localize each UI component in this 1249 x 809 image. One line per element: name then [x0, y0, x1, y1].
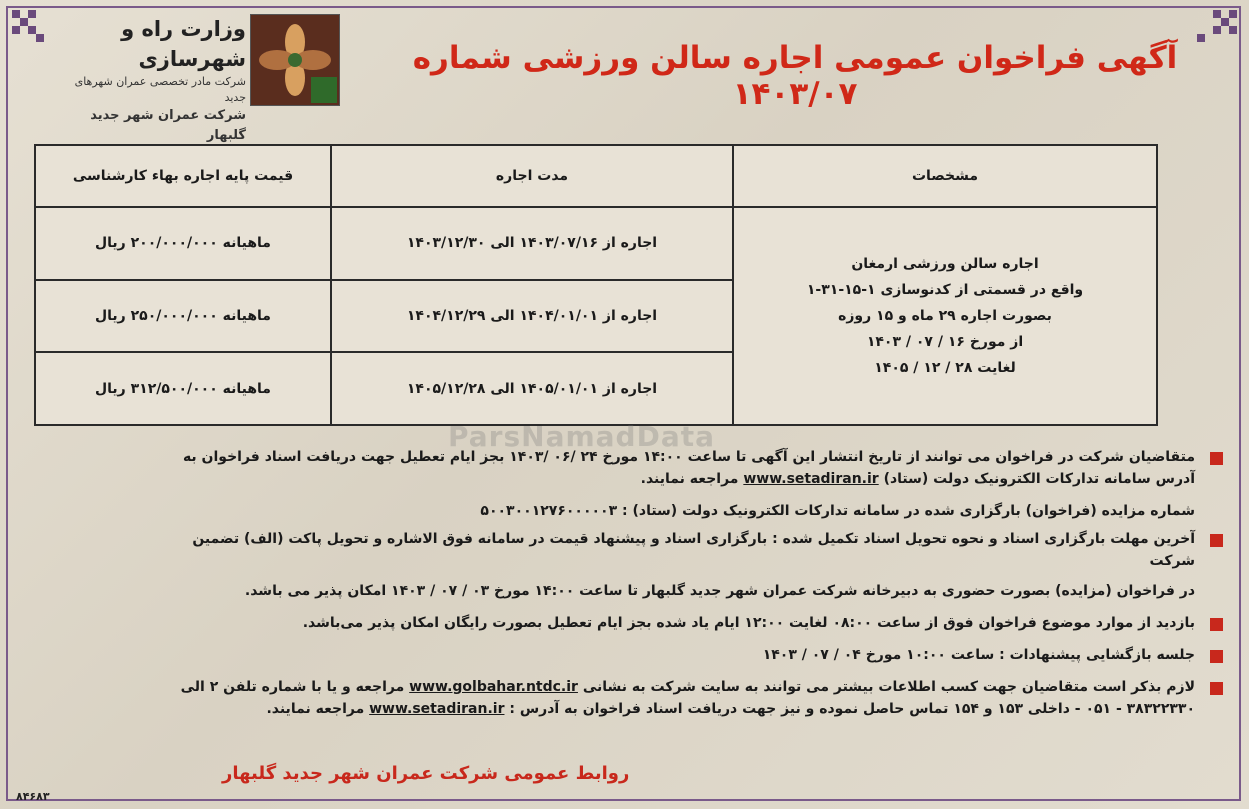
condition-item: [150, 612, 1195, 634]
notice-headline: آگهی فراخوان عمومی اجاره سالن ورزشی شماره ۱۴۰۳/۰۷: [412, 40, 1178, 112]
description-line: واقع در قسمتی از کدنوسازی ۱-۱۵-۳۱-۱: [806, 282, 1084, 298]
bullet-square-icon: [1210, 534, 1223, 547]
ministry-name: وزارت راه و شهرسازی: [121, 17, 246, 71]
bullet-square-icon: [1210, 650, 1223, 663]
lease-price-cell: ماهیانه ۳۱۲/۵۰۰/۰۰۰ ریال: [35, 352, 331, 425]
condition-text-part: مراجعه نمایند.: [640, 471, 739, 487]
table-header-row: [35, 145, 1157, 207]
company-name: شرکت مادر تخصصی عمران شهرهای جدید: [74, 75, 246, 104]
header-specs: مشخصات: [733, 145, 1157, 207]
lease-price-cell: ماهیانه ۲۰۰/۰۰۰/۰۰۰ ریال: [35, 207, 331, 280]
condition-text-part: مراجعه و یا با شماره تلفن ۲ الی: [180, 679, 405, 695]
public-relations-signature: روابط عمومی شرکت عمران شهر جدید گلبهار: [222, 763, 630, 784]
bullet-square-icon: [1210, 452, 1223, 465]
bullet-square-icon: [1210, 682, 1223, 695]
condition-text: متقاضیان شرکت در فراخوان می توانند از تاریخ انتشار این آگهی تا ساعت ۱۴:۰۰ مورخ ۲۴ /۰۶ /۱۴۰۳ بجز ایام تعطیل جهت دریافت اسناد فراخوان به: [182, 449, 1195, 465]
header-period: مدت اجاره: [331, 145, 733, 207]
notice-conditions: [150, 446, 1195, 730]
description-line: اجاره سالن ورزشی ارمغان: [851, 256, 1039, 272]
corner-pattern-left: [12, 10, 52, 50]
header-price: قیمت پایه اجاره بهاء کارشناسی: [35, 145, 331, 207]
setadiran-link[interactable]: www.setadiran.ir: [369, 701, 505, 717]
condition-text: [150, 468, 1195, 490]
lease-table: [34, 144, 1158, 426]
golbahar-link[interactable]: www.golbahar.ntdc.ir: [409, 679, 578, 695]
description-line: بصورت اجاره ۲۹ ماه و ۱۵ روزه: [838, 308, 1052, 324]
auction-number-text: شماره مزایده (فراخوان) بارگزاری شده در سامانه تدارکات الکترونیک دولت (ستاد) : ۵۰۰۳۰۰۱۲۷۶۰۰۰۰۰۳: [480, 503, 1195, 519]
condition-text: در فراخوان (مزایده) بصورت حضوری به دبیرخانه شرکت عمران شهر جدید گلبهار تا ساعت ۱۴:۰۰ مورخ ۰۳ / ۰۷ / ۱۴۰۳ امکان پذیر می باشد.: [244, 583, 1195, 599]
condition-text: بازدید از موارد موضوع فراخوان فوق از ساعت ۰۸:۰۰ لغایت ۱۲:۰۰ ایام یاد شده بجز ایام تعطیل بصورت رایگان امکان پذیر می‌باشد.: [302, 615, 1195, 631]
condition-item: [150, 644, 1195, 666]
description-line: از مورخ ۱۶ / ۰۷ / ۱۴۰۳: [866, 334, 1024, 350]
bullet-square-icon: [1210, 618, 1223, 631]
condition-text-part: مراجعه نمایند.: [266, 701, 365, 717]
condition-text: آخرین مهلت بارگزاری اسناد و نحوه تحویل اسناد تکمیل شده : بارگزاری اسناد و پیشنهاد قیمت در سامانه فوق الاشاره و تحویل پاکت (الف) تضمین شرکت: [192, 531, 1195, 569]
company-logo: [250, 14, 340, 106]
condition-text-part: لازم بذکر است متقاضیان جهت کسب اطلاعات بیشتر می توانند به سایت شرکت به نشانی: [582, 679, 1195, 695]
notice-code: ۸۴۶۸۳: [16, 790, 50, 803]
condition-text: جلسه بازگشایی پیشنهادات : ساعت ۱۰:۰۰ مورخ ۰۴ / ۰۷ / ۱۴۰۳: [762, 647, 1195, 663]
condition-text-part: آدرس سامانه تدارکات الکترونیک دولت (ستاد): [883, 471, 1195, 487]
branch-name: شرکت عمران شهر جدید گلبهار: [90, 108, 246, 143]
organization-block: [60, 14, 246, 146]
setadiran-link[interactable]: www.setadiran.ir: [743, 471, 879, 487]
property-description: [733, 207, 1157, 425]
condition-item: [150, 676, 1195, 720]
lease-period-cell: اجاره از ۱۴۰۵/۰۱/۰۱ الی ۱۴۰۵/۱۲/۲۸: [331, 352, 733, 425]
watermark-text: ParsNamadData: [448, 420, 715, 453]
table-row: [35, 207, 1157, 280]
condition-item: [150, 500, 1195, 522]
condition-item: [150, 528, 1195, 602]
lease-period-cell: اجاره از ۱۴۰۴/۰۱/۰۱ الی ۱۴۰۴/۱۲/۲۹: [331, 280, 733, 353]
condition-text-part: ۳۸۳۲۲۳۳۰ - ۰۵۱ - داخلی ۱۵۳ و ۱۵۴ تماس حاصل نموده و نیز جهت دریافت اسناد فراخوان به آدرس :: [509, 701, 1195, 717]
description-line: لغایت ۲۸ / ۱۲ / ۱۴۰۵: [874, 360, 1016, 376]
condition-text: [150, 676, 1195, 698]
lease-period-cell: اجاره از ۱۴۰۳/۰۷/۱۶ الی ۱۴۰۳/۱۲/۳۰: [331, 207, 733, 280]
lease-price-cell: ماهیانه ۲۵۰/۰۰۰/۰۰۰ ریال: [35, 280, 331, 353]
condition-text: [150, 698, 1195, 720]
condition-item: [150, 446, 1195, 490]
